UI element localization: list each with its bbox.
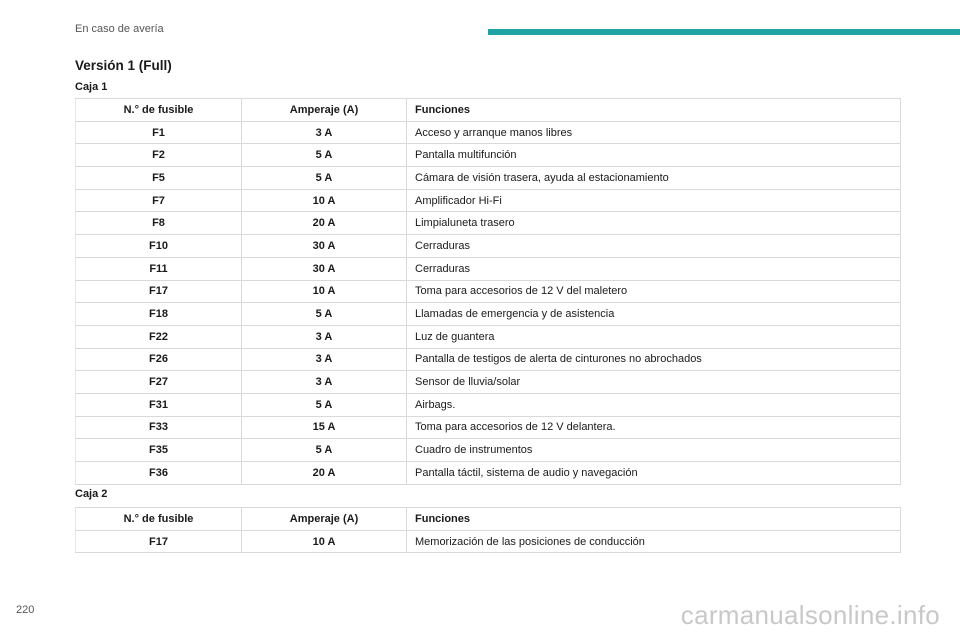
fuse-cell: F2	[76, 144, 242, 167]
header-section-title: En caso de avería	[75, 23, 164, 35]
function-cell: Memorización de las posiciones de conducción	[407, 530, 901, 553]
amperage-cell: 10 A	[242, 530, 407, 553]
function-cell: Toma para accesorios de 12 V del maletero	[407, 280, 901, 303]
amperage-cell: 30 A	[242, 257, 407, 280]
page-title: Versión 1 (Full)	[75, 58, 172, 73]
function-cell: Amplificador Hi-Fi	[407, 189, 901, 212]
fuse-cell: F33	[76, 416, 242, 439]
table-row	[76, 121, 901, 144]
column-header-functions: Funciones	[407, 508, 901, 531]
table-header-row	[76, 99, 901, 122]
fuse-table-body	[76, 530, 901, 553]
column-header-amperage: Amperaje (A)	[242, 508, 407, 531]
fuse-cell: F35	[76, 439, 242, 462]
fuse-cell: F5	[76, 167, 242, 190]
column-header-amperage: Amperaje (A)	[242, 99, 407, 122]
box-label-caja-1: Caja 1	[75, 81, 108, 93]
function-cell: Luz de guantera	[407, 325, 901, 348]
amperage-cell: 10 A	[242, 189, 407, 212]
function-cell: Cerraduras	[407, 235, 901, 258]
fuse-cell: F22	[76, 325, 242, 348]
function-cell: Cámara de visión trasera, ayuda al estacionamiento	[407, 167, 901, 190]
amperage-cell: 5 A	[242, 393, 407, 416]
table-header-row	[76, 508, 901, 531]
amperage-cell: 20 A	[242, 462, 407, 485]
amperage-cell: 3 A	[242, 348, 407, 371]
function-cell: Acceso y arranque manos libres	[407, 121, 901, 144]
table-row	[76, 325, 901, 348]
function-cell: Limpialuneta trasero	[407, 212, 901, 235]
amperage-cell: 5 A	[242, 167, 407, 190]
table-row	[76, 393, 901, 416]
function-cell: Pantalla táctil, sistema de audio y navegación	[407, 462, 901, 485]
fuse-cell: F26	[76, 348, 242, 371]
fuse-cell: F17	[76, 530, 242, 553]
function-cell: Airbags.	[407, 393, 901, 416]
amperage-cell: 10 A	[242, 280, 407, 303]
table-row	[76, 530, 901, 553]
amperage-cell: 20 A	[242, 212, 407, 235]
table-row	[76, 303, 901, 326]
function-cell: Toma para accesorios de 12 V delantera.	[407, 416, 901, 439]
amperage-cell: 5 A	[242, 439, 407, 462]
table-row	[76, 462, 901, 485]
amperage-cell: 5 A	[242, 303, 407, 326]
function-cell: Pantalla multifunción	[407, 144, 901, 167]
table-row	[76, 416, 901, 439]
fuse-cell: F36	[76, 462, 242, 485]
header-accent-bar	[488, 29, 960, 35]
function-cell: Cuadro de instrumentos	[407, 439, 901, 462]
table-row	[76, 439, 901, 462]
table-row	[76, 257, 901, 280]
amperage-cell: 15 A	[242, 416, 407, 439]
function-cell: Pantalla de testigos de alerta de cinturones no abrochados	[407, 348, 901, 371]
fuse-table-body	[76, 121, 901, 484]
function-cell: Llamadas de emergencia y de asistencia	[407, 303, 901, 326]
column-header-fuse: N.° de fusible	[76, 508, 242, 531]
table-row	[76, 280, 901, 303]
fuse-cell: F27	[76, 371, 242, 394]
function-cell: Sensor de lluvia/solar	[407, 371, 901, 394]
amperage-cell: 30 A	[242, 235, 407, 258]
column-header-functions: Funciones	[407, 99, 901, 122]
table-row	[76, 212, 901, 235]
function-cell: Cerraduras	[407, 257, 901, 280]
page-number: 220	[16, 604, 35, 616]
watermark: carmanualsonline.info	[680, 600, 940, 630]
column-header-fuse: N.° de fusible	[76, 99, 242, 122]
amperage-cell: 3 A	[242, 121, 407, 144]
amperage-cell: 3 A	[242, 325, 407, 348]
fuse-cell: F17	[76, 280, 242, 303]
box-label-caja-2: Caja 2	[75, 488, 108, 500]
fuse-cell: F31	[76, 393, 242, 416]
fuse-cell: F11	[76, 257, 242, 280]
amperage-cell: 5 A	[242, 144, 407, 167]
table-row	[76, 371, 901, 394]
amperage-cell: 3 A	[242, 371, 407, 394]
fuse-cell: F18	[76, 303, 242, 326]
fuse-table-caja-2	[75, 507, 901, 553]
table-row	[76, 348, 901, 371]
table-row	[76, 167, 901, 190]
table-row	[76, 235, 901, 258]
table-row	[76, 144, 901, 167]
fuse-cell: F10	[76, 235, 242, 258]
table-row	[76, 189, 901, 212]
fuse-cell: F1	[76, 121, 242, 144]
fuse-table-caja-1	[75, 98, 901, 485]
fuse-cell: F7	[76, 189, 242, 212]
fuse-cell: F8	[76, 212, 242, 235]
